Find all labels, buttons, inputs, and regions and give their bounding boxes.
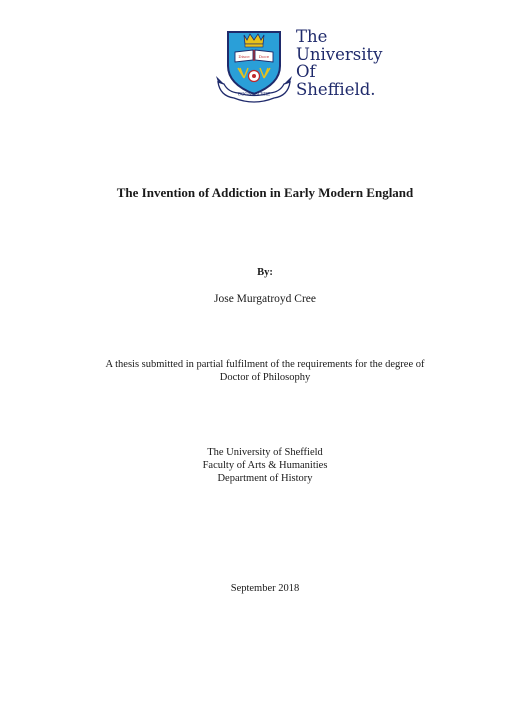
crest-book-text-left: Disce — [238, 54, 250, 59]
thesis-title: The Invention of Addiction in Early Modern England — [116, 185, 414, 200]
university-wordmark — [296, 28, 382, 98]
university-crest-icon — [214, 26, 294, 106]
wordmark-line-2: University — [296, 44, 383, 64]
crest-book-text-right: Doce — [258, 54, 270, 59]
wordmark-line-3: Of — [296, 62, 316, 81]
thesis-statement-line-1: A thesis submitted in partial fulfilment of the requirements for the degree of — [105, 359, 425, 370]
institution-faculty: Faculty of Arts & Humanities — [202, 460, 328, 471]
thesis-statement — [0, 358, 530, 384]
institution-university: The University of Sheffield — [207, 447, 323, 458]
wordmark-line-1: The — [296, 27, 328, 46]
crest-motto: COGNOSCERE — [237, 91, 271, 97]
submission-date: September 2018 — [230, 583, 300, 594]
wordmark-line-4: Sheffield. — [296, 79, 376, 99]
university-logo — [214, 24, 384, 108]
institution-block — [0, 446, 530, 485]
institution-department: Department of History — [217, 473, 313, 484]
author-name: Jose Murgatroyd Cree — [214, 293, 316, 305]
by-label: By: — [257, 267, 273, 278]
thesis-statement-line-2: Doctor of Philosophy — [219, 372, 311, 383]
